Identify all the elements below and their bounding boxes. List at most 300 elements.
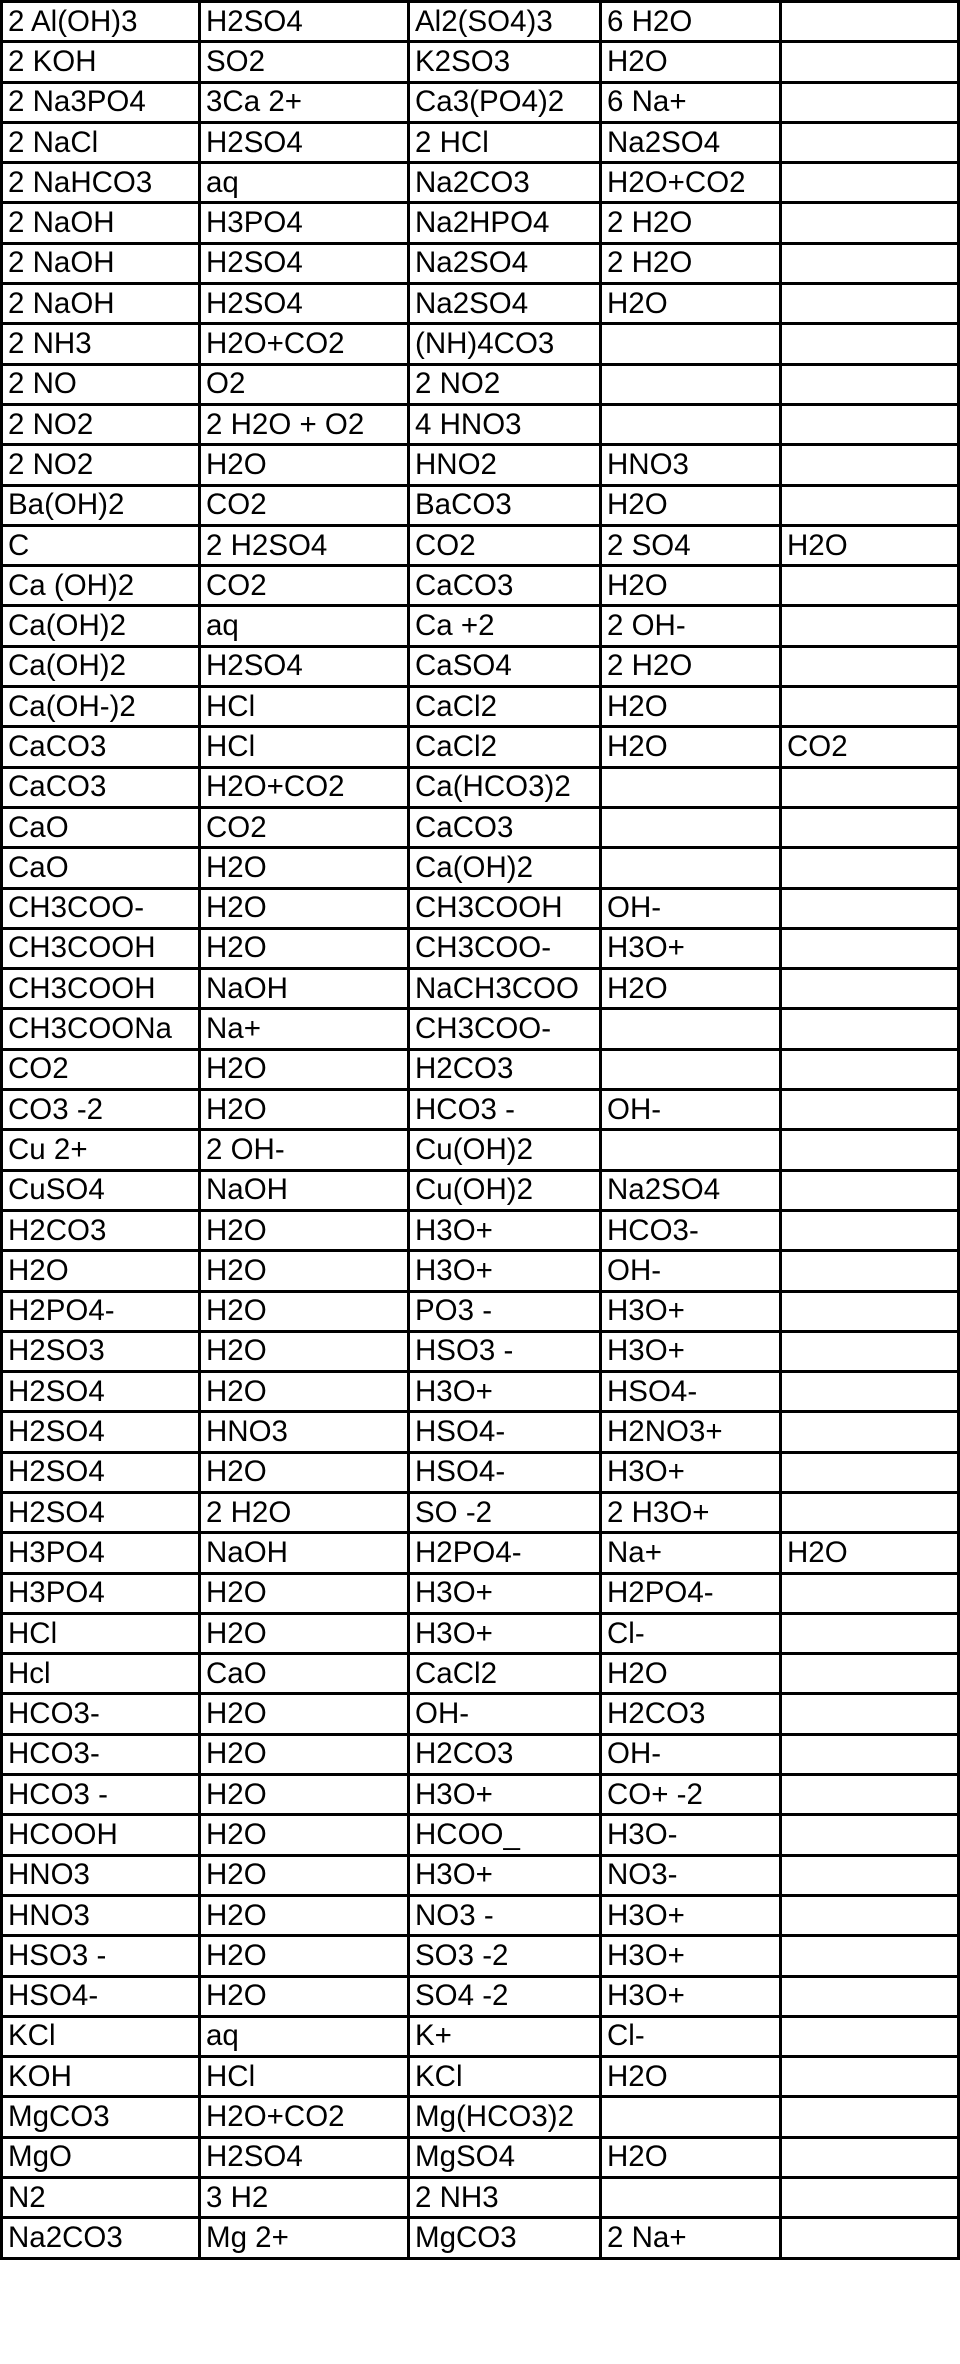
- table-cell: OH-: [601, 1734, 781, 1774]
- table-cell: CaCO3: [409, 566, 601, 606]
- table-row: [2, 485, 959, 525]
- table-cell: H2O: [601, 687, 781, 727]
- table-cell: HCO3 -: [2, 1775, 200, 1815]
- table-cell: H2O: [200, 1291, 409, 1331]
- table-cell: [781, 807, 959, 847]
- table-cell: 2 H2O: [601, 243, 781, 283]
- table-cell: HCO3-: [2, 1734, 200, 1774]
- table-cell: 2 H3O+: [601, 1492, 781, 1532]
- table-cell: [601, 324, 781, 364]
- table-cell: [781, 1331, 959, 1371]
- table-cell: MgCO3: [2, 2097, 200, 2137]
- table-cell: H2SO3: [2, 1331, 200, 1371]
- table-cell: CO2: [200, 807, 409, 847]
- table-cell: [781, 566, 959, 606]
- table-cell: CH3COO-: [2, 888, 200, 928]
- table-cell: 2 NO2: [409, 364, 601, 404]
- table-cell: Mg(HCO3)2: [409, 2097, 601, 2137]
- table-cell: [781, 1775, 959, 1815]
- table-cell: [781, 928, 959, 968]
- table-row: [2, 1331, 959, 1371]
- table-cell: [781, 1734, 959, 1774]
- table-cell: H2O: [601, 1654, 781, 1694]
- table-cell: [781, 445, 959, 485]
- table-cell: SO3 -2: [409, 1936, 601, 1976]
- table-cell: 2 HCl: [409, 122, 601, 162]
- table-cell: 2 H2O: [601, 203, 781, 243]
- table-cell: H3O+: [409, 1613, 601, 1653]
- table-cell: HSO4-: [2, 1976, 200, 2016]
- table-cell: [601, 364, 781, 404]
- table-cell: 2 Al(OH)3: [2, 2, 200, 42]
- table-cell: HCl: [200, 2057, 409, 2097]
- table-cell: CuSO4: [2, 1170, 200, 1210]
- table-cell: H2O: [200, 848, 409, 888]
- table-cell: H3O+: [601, 1331, 781, 1371]
- table-row: [2, 2, 959, 42]
- table-row: [2, 284, 959, 324]
- table-cell: CaCl2: [409, 1654, 601, 1694]
- table-cell: 2 H2O: [200, 1492, 409, 1532]
- table-cell: HCO3-: [601, 1210, 781, 1250]
- table-cell: H2O: [200, 1815, 409, 1855]
- table-cell: [781, 1090, 959, 1130]
- table-row: [2, 2137, 959, 2177]
- table-cell: H2PO4-: [409, 1533, 601, 1573]
- table-cell: 2 NO: [2, 364, 200, 404]
- table-cell: BaCO3: [409, 485, 601, 525]
- table-row: [2, 1452, 959, 1492]
- table-cell: H3O+: [409, 1251, 601, 1291]
- table-cell: [781, 1492, 959, 1532]
- table-cell: H2NO3+: [601, 1412, 781, 1452]
- table-cell: (NH)4CO3: [409, 324, 601, 364]
- table-cell: H2O: [200, 1895, 409, 1935]
- table-cell: Al2(SO4)3: [409, 2, 601, 42]
- table-cell: CH3COO-: [409, 1009, 601, 1049]
- table-cell: H2O: [601, 2057, 781, 2097]
- table-cell: H2O: [200, 1251, 409, 1291]
- table-row: [2, 2057, 959, 2097]
- table-cell: [781, 1210, 959, 1250]
- table-cell: [781, 1855, 959, 1895]
- table-cell: HCOO_: [409, 1815, 601, 1855]
- table-cell: H2SO4: [2, 1372, 200, 1412]
- table-cell: H2SO4: [200, 284, 409, 324]
- table-row: [2, 243, 959, 283]
- table-cell: KCl: [409, 2057, 601, 2097]
- table-cell: K2SO3: [409, 42, 601, 82]
- table-cell: H2O: [200, 1694, 409, 1734]
- table-cell: [781, 1251, 959, 1291]
- table-cell: [781, 284, 959, 324]
- table-cell: CO2: [200, 566, 409, 606]
- table-cell: Na2HPO4: [409, 203, 601, 243]
- table-cell: HNO2: [409, 445, 601, 485]
- table-cell: 3 H2: [200, 2178, 409, 2218]
- table-row: [2, 928, 959, 968]
- table-cell: 2 OH-: [200, 1130, 409, 1170]
- table-cell: Na2CO3: [409, 163, 601, 203]
- table-cell: Ca +2: [409, 606, 601, 646]
- table-cell: C: [2, 525, 200, 565]
- table-cell: 2 KOH: [2, 42, 200, 82]
- table-row: [2, 1895, 959, 1935]
- table-cell: 2 NaHCO3: [2, 163, 200, 203]
- table-cell: [781, 1895, 959, 1935]
- table-cell: [601, 2178, 781, 2218]
- table-cell: HSO4-: [409, 1412, 601, 1452]
- table-cell: H2O: [781, 525, 959, 565]
- table-cell: 3Ca 2+: [200, 82, 409, 122]
- table-cell: H2O: [2, 1251, 200, 1291]
- table-row: [2, 1734, 959, 1774]
- table-cell: 2 NaCl: [2, 122, 200, 162]
- table-cell: H2O: [601, 727, 781, 767]
- table-cell: H3O+: [601, 1452, 781, 1492]
- table-cell: CO2: [200, 485, 409, 525]
- table-cell: 6 Na+: [601, 82, 781, 122]
- table-cell: Cu(OH)2: [409, 1170, 601, 1210]
- table-cell: H2PO4-: [601, 1573, 781, 1613]
- table-row: [2, 646, 959, 686]
- table-cell: HCl: [200, 687, 409, 727]
- table-cell: H2O: [200, 1613, 409, 1653]
- table-cell: aq: [200, 163, 409, 203]
- table-cell: KOH: [2, 2057, 200, 2097]
- table-cell: Ca(OH-)2: [2, 687, 200, 727]
- table-cell: Cl-: [601, 2016, 781, 2056]
- table-cell: H3O+: [409, 1372, 601, 1412]
- table-cell: CaCl2: [409, 687, 601, 727]
- table-cell: H2SO4: [200, 122, 409, 162]
- table-cell: CaCO3: [2, 727, 200, 767]
- table-row: [2, 1170, 959, 1210]
- table-cell: CH3COOH: [2, 928, 200, 968]
- reaction-table-body: [2, 2, 959, 2259]
- table-cell: CaCO3: [409, 807, 601, 847]
- table-cell: [781, 163, 959, 203]
- table-cell: Na2SO4: [601, 1170, 781, 1210]
- table-cell: Mg 2+: [200, 2218, 409, 2258]
- table-cell: SO4 -2: [409, 1976, 601, 2016]
- table-cell: [781, 2178, 959, 2218]
- table-cell: [781, 1815, 959, 1855]
- table-cell: H2SO4: [200, 646, 409, 686]
- table-cell: H2O: [200, 1049, 409, 1089]
- table-cell: 2 H2O: [601, 646, 781, 686]
- table-cell: CaO: [200, 1654, 409, 1694]
- table-row: [2, 1936, 959, 1976]
- table-row: [2, 525, 959, 565]
- table-cell: [781, 888, 959, 928]
- table-cell: HNO3: [200, 1412, 409, 1452]
- table-row: [2, 1049, 959, 1089]
- table-cell: H3O+: [601, 1936, 781, 1976]
- table-row: [2, 807, 959, 847]
- table-cell: CH3COOH: [409, 888, 601, 928]
- table-cell: [781, 969, 959, 1009]
- table-row: [2, 2016, 959, 2056]
- table-row: [2, 404, 959, 444]
- table-cell: [781, 324, 959, 364]
- table-cell: [781, 42, 959, 82]
- table-row: [2, 1372, 959, 1412]
- table-cell: [781, 687, 959, 727]
- table-cell: Ca (OH)2: [2, 566, 200, 606]
- table-cell: [781, 1573, 959, 1613]
- table-cell: HCl: [2, 1613, 200, 1653]
- table-row: [2, 122, 959, 162]
- table-cell: OH-: [601, 888, 781, 928]
- table-row: [2, 2218, 959, 2258]
- table-cell: Na2SO4: [601, 122, 781, 162]
- table-cell: [781, 646, 959, 686]
- table-cell: [781, 122, 959, 162]
- table-cell: H2SO4: [2, 1452, 200, 1492]
- table-cell: HCO3-: [2, 1694, 200, 1734]
- table-cell: [781, 2218, 959, 2258]
- table-row: [2, 969, 959, 1009]
- table-cell: H3O+: [409, 1775, 601, 1815]
- table-row: [2, 1291, 959, 1331]
- table-cell: [781, 1291, 959, 1331]
- table-cell: 2 OH-: [601, 606, 781, 646]
- table-cell: Cu(OH)2: [409, 1130, 601, 1170]
- table-cell: CO2: [2, 1049, 200, 1089]
- table-cell: Ca(OH)2: [409, 848, 601, 888]
- table-cell: H2O: [601, 485, 781, 525]
- table-cell: HSO4-: [409, 1452, 601, 1492]
- table-cell: [781, 1009, 959, 1049]
- table-cell: Na2SO4: [409, 243, 601, 283]
- table-cell: H2SO4: [200, 2137, 409, 2177]
- table-cell: [781, 203, 959, 243]
- table-cell: H2SO4: [200, 243, 409, 283]
- table-cell: H3PO4: [2, 1573, 200, 1613]
- table-cell: H2CO3: [409, 1049, 601, 1089]
- table-row: [2, 1654, 959, 1694]
- table-cell: 2 NaOH: [2, 243, 200, 283]
- table-cell: H2O: [200, 1855, 409, 1895]
- table-cell: NaOH: [200, 1533, 409, 1573]
- table-cell: 2 NO2: [2, 404, 200, 444]
- table-cell: [781, 404, 959, 444]
- table-cell: HSO3 -: [2, 1936, 200, 1976]
- table-cell: 2 NO2: [2, 445, 200, 485]
- table-cell: H2O: [200, 1775, 409, 1815]
- table-row: [2, 1412, 959, 1452]
- table-cell: H2O: [200, 888, 409, 928]
- table-cell: OH-: [601, 1251, 781, 1291]
- table-cell: MgO: [2, 2137, 200, 2177]
- table-row: [2, 888, 959, 928]
- table-cell: [781, 848, 959, 888]
- table-row: [2, 1210, 959, 1250]
- table-cell: 2 H2SO4: [200, 525, 409, 565]
- table-cell: Na2CO3: [2, 2218, 200, 2258]
- table-cell: H2SO4: [2, 1492, 200, 1532]
- table-cell: [781, 1170, 959, 1210]
- table-row: [2, 2178, 959, 2218]
- table-cell: PO3 -: [409, 1291, 601, 1331]
- table-cell: H3O+: [601, 1895, 781, 1935]
- table-row: [2, 1090, 959, 1130]
- table-cell: Cl-: [601, 1613, 781, 1653]
- table-row: [2, 324, 959, 364]
- table-cell: Cu 2+: [2, 1130, 200, 1170]
- table-cell: MgSO4: [409, 2137, 601, 2177]
- table-cell: [781, 364, 959, 404]
- table-cell: 2 H2O + O2: [200, 404, 409, 444]
- table-cell: O2: [200, 364, 409, 404]
- table-cell: H3O-: [601, 1815, 781, 1855]
- table-cell: 2 Na3PO4: [2, 82, 200, 122]
- table-row: [2, 42, 959, 82]
- table-cell: Ba(OH)2: [2, 485, 200, 525]
- table-row: [2, 606, 959, 646]
- table-row: [2, 1775, 959, 1815]
- table-cell: H2O: [200, 1573, 409, 1613]
- table-cell: 2 NH3: [409, 2178, 601, 2218]
- table-cell: H2SO4: [200, 2, 409, 42]
- table-cell: [781, 2016, 959, 2056]
- table-cell: N2: [2, 2178, 200, 2218]
- table-cell: H2O+CO2: [200, 324, 409, 364]
- table-cell: CaO: [2, 807, 200, 847]
- table-row: [2, 687, 959, 727]
- table-cell: HCl: [200, 727, 409, 767]
- table-cell: H2O: [200, 1372, 409, 1412]
- table-cell: HCOOH: [2, 1815, 200, 1855]
- table-cell: [781, 1412, 959, 1452]
- table-cell: Hcl: [2, 1654, 200, 1694]
- table-cell: [781, 2, 959, 42]
- table-cell: H2SO4: [2, 1412, 200, 1452]
- table-cell: [601, 848, 781, 888]
- table-cell: NaOH: [200, 969, 409, 1009]
- table-cell: H3O+: [601, 1291, 781, 1331]
- table-cell: CO2: [409, 525, 601, 565]
- table-cell: [781, 767, 959, 807]
- table-cell: H3O+: [409, 1855, 601, 1895]
- table-cell: 2 SO4: [601, 525, 781, 565]
- table-cell: CH3COO-: [409, 928, 601, 968]
- table-cell: 6 H2O: [601, 2, 781, 42]
- table-row: [2, 1976, 959, 2016]
- table-row: [2, 2097, 959, 2137]
- table-cell: Ca(HCO3)2: [409, 767, 601, 807]
- table-cell: [781, 2137, 959, 2177]
- table-cell: H2CO3: [409, 1734, 601, 1774]
- table-cell: [601, 807, 781, 847]
- table-cell: [601, 2097, 781, 2137]
- table-cell: MgCO3: [409, 2218, 601, 2258]
- table-cell: CaSO4: [409, 646, 601, 686]
- table-row: [2, 1492, 959, 1532]
- table-cell: H2O: [200, 1090, 409, 1130]
- table-row: [2, 203, 959, 243]
- table-cell: HNO3: [601, 445, 781, 485]
- table-cell: H2CO3: [2, 1210, 200, 1250]
- table-cell: Na+: [200, 1009, 409, 1049]
- table-cell: [601, 1009, 781, 1049]
- table-cell: [781, 82, 959, 122]
- table-row: [2, 445, 959, 485]
- table-cell: H2O: [200, 928, 409, 968]
- table-cell: CH3COONa: [2, 1009, 200, 1049]
- table-cell: H2O: [601, 284, 781, 324]
- table-row: [2, 1009, 959, 1049]
- table-cell: [781, 1613, 959, 1653]
- table-cell: HSO3 -: [409, 1331, 601, 1371]
- table-row: [2, 1855, 959, 1895]
- table-cell: H2O: [781, 1533, 959, 1573]
- table-cell: [781, 1049, 959, 1089]
- table-cell: H2O: [200, 1452, 409, 1492]
- table-cell: NO3 -: [409, 1895, 601, 1935]
- table-cell: H2O: [601, 566, 781, 606]
- table-cell: H2O: [601, 2137, 781, 2177]
- table-row: [2, 727, 959, 767]
- table-cell: [781, 1452, 959, 1492]
- table-cell: NaOH: [200, 1170, 409, 1210]
- table-cell: SO -2: [409, 1492, 601, 1532]
- table-cell: Na2SO4: [409, 284, 601, 324]
- table-cell: [781, 2097, 959, 2137]
- table-cell: [601, 1049, 781, 1089]
- table-cell: H3O+: [409, 1573, 601, 1613]
- table-cell: H3O+: [409, 1210, 601, 1250]
- table-cell: Ca(OH)2: [2, 606, 200, 646]
- table-cell: [781, 1372, 959, 1412]
- table-cell: [781, 1654, 959, 1694]
- table-cell: 2 NH3: [2, 324, 200, 364]
- table-cell: [781, 243, 959, 283]
- table-cell: aq: [200, 606, 409, 646]
- table-cell: H2O: [200, 1210, 409, 1250]
- table-cell: [781, 485, 959, 525]
- table-cell: [601, 767, 781, 807]
- table-cell: Ca(OH)2: [2, 646, 200, 686]
- table-cell: CO2: [781, 727, 959, 767]
- table-cell: CO+ -2: [601, 1775, 781, 1815]
- table-cell: CO3 -2: [2, 1090, 200, 1130]
- table-cell: CH3COOH: [2, 969, 200, 1009]
- table-row: [2, 767, 959, 807]
- table-cell: H2O: [200, 1331, 409, 1371]
- table-row: [2, 1251, 959, 1291]
- table-row: [2, 1533, 959, 1573]
- table-cell: NO3-: [601, 1855, 781, 1895]
- table-row: [2, 163, 959, 203]
- table-cell: 2 Na+: [601, 2218, 781, 2258]
- table-row: [2, 1815, 959, 1855]
- table-cell: [781, 1130, 959, 1170]
- table-cell: H2CO3: [601, 1694, 781, 1734]
- table-cell: 2 NaOH: [2, 203, 200, 243]
- table-cell: [601, 1130, 781, 1170]
- table-cell: 2 NaOH: [2, 284, 200, 324]
- table-row: [2, 1573, 959, 1613]
- table-cell: HSO4-: [601, 1372, 781, 1412]
- table-cell: H2O: [601, 969, 781, 1009]
- table-cell: H3PO4: [200, 203, 409, 243]
- table-cell: Na+: [601, 1533, 781, 1573]
- table-cell: H3O+: [601, 928, 781, 968]
- table-cell: H2O: [200, 1734, 409, 1774]
- table-cell: aq: [200, 2016, 409, 2056]
